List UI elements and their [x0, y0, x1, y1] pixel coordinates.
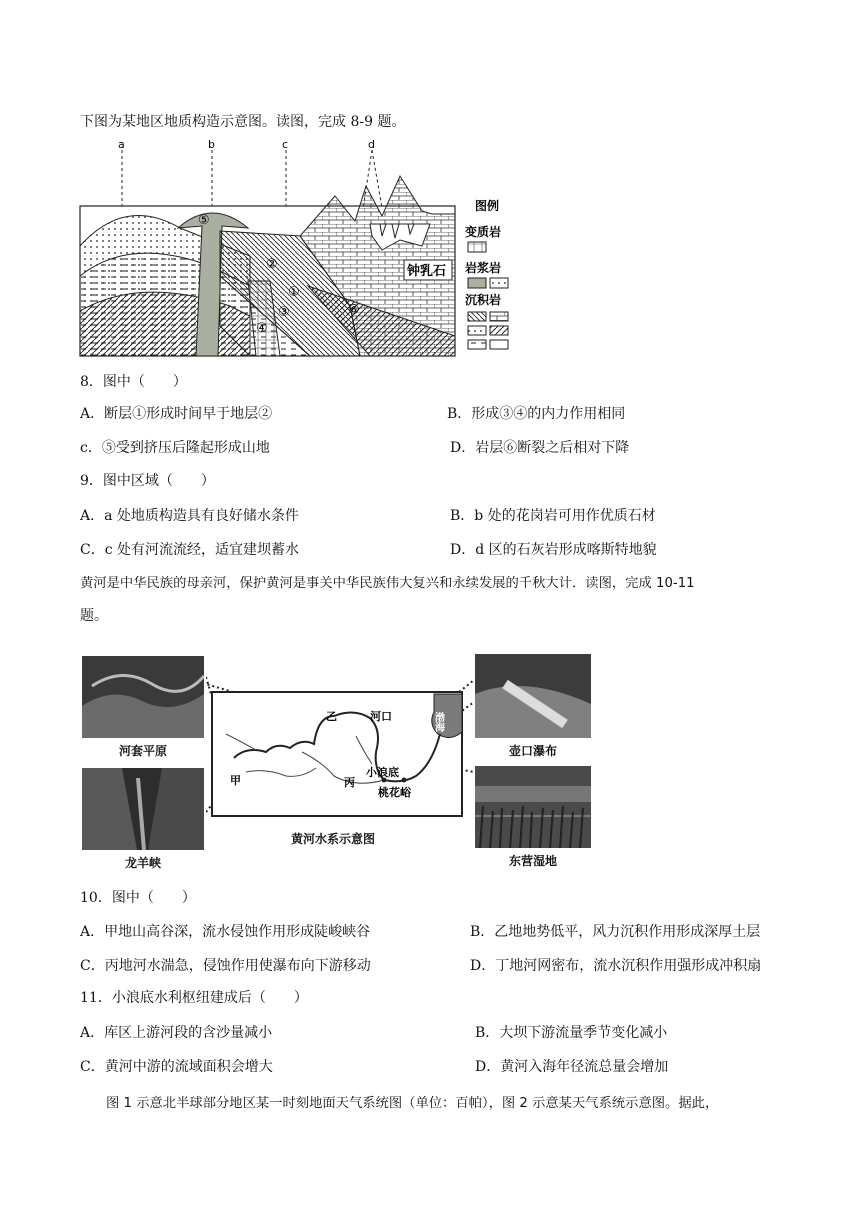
- q9-option-a[interactable]: A．a 处地质构造具有良好储水条件: [80, 508, 299, 524]
- q8-stem: 8．图中（ ）: [80, 374, 187, 390]
- photo-hukou-waterfall: [475, 654, 591, 738]
- intro-yellow-river: 黄河是中华民族的母亲河，保护黄河是事关中华民族伟大复兴和永续发展的千秋大计．读图，完成 10-11: [80, 576, 695, 591]
- label-2: ②: [266, 257, 278, 272]
- q10-option-d[interactable]: D．丁地河网密布，流水沉积作用强形成冲积扇: [470, 958, 762, 974]
- photo-hetao-caption: 河套平原: [118, 744, 167, 758]
- legend-title: 图例: [475, 199, 500, 213]
- legend-metamorphic: 变质岩: [465, 225, 502, 239]
- legend-sedimentary: 沉积岩: [465, 293, 502, 307]
- yellow-river-figure: [80, 652, 595, 872]
- label-1: ①: [288, 285, 300, 300]
- q11-stem: 11．小浪底水利枢纽建成后（ ）: [80, 990, 308, 1006]
- q9-stem: 9．图中区域（ ）: [80, 473, 215, 489]
- label-3: ③: [278, 305, 290, 320]
- q8-option-b[interactable]: B．形成③④的内力作用相同: [447, 406, 626, 422]
- q10-option-c[interactable]: C．丙地河水湍急，侵蚀作用使瀑布向下游移动: [80, 958, 371, 974]
- label-d: d: [368, 138, 375, 151]
- photo-hukou-caption: 壶口瀑布: [508, 744, 557, 758]
- geology-cross-section-figure: [70, 136, 530, 366]
- q9-option-b[interactable]: B．b 处的花岗岩可用作优质石材: [450, 508, 656, 524]
- photo-dongying-wetland: [475, 766, 591, 848]
- legend-magmatic: 岩浆岩: [465, 261, 502, 275]
- photo-longyang-gorge: [82, 768, 204, 850]
- map-place-jia: 甲: [230, 774, 241, 787]
- map-place-hekou: 河口: [370, 710, 392, 723]
- q8-option-d[interactable]: D．岩层⑥断裂之后相对下降: [450, 440, 630, 456]
- cave-label: 钟乳石: [407, 264, 447, 279]
- q11-option-b[interactable]: B．大坝下游流量季节变化减小: [475, 1025, 668, 1041]
- q9-option-c[interactable]: C．c 处有河流流经，适宜建坝蓄水: [80, 542, 300, 558]
- q8-option-a[interactable]: A．断层①形成时间早于地层②: [80, 406, 273, 422]
- intro-yellow-river-cont: 题。: [80, 608, 108, 624]
- photo-longyang-caption: 龙羊峡: [124, 856, 161, 870]
- map-place-bohai: 渤海: [432, 712, 444, 732]
- label-c: c: [282, 138, 289, 151]
- map-place-bing: 丙: [344, 776, 355, 789]
- label-5: ⑤: [198, 213, 210, 228]
- label-a: a: [118, 138, 125, 151]
- map-place-xiaolangdi: 小浪底: [366, 766, 399, 779]
- map-place-taohuayu: 桃花峪: [378, 786, 411, 799]
- map-title: 黄河水系示意图: [290, 832, 375, 846]
- label-4: ④: [256, 321, 268, 336]
- q11-option-d[interactable]: D．黄河入海年径流总量会增加: [475, 1059, 669, 1075]
- photo-dongying-caption: 东营湿地: [508, 854, 557, 868]
- intro-geology: 下图为某地区地质构造示意图。读图，完成 8-9 题。: [80, 114, 406, 130]
- label-6: ⑥: [348, 303, 360, 318]
- q8-option-c[interactable]: c．⑤受到挤压后隆起形成山地: [80, 440, 270, 456]
- map-place-yi: 乙: [326, 710, 337, 723]
- intro-weather: 图 1 示意北半球部分地区某一时刻地面天气系统图（单位：百帕），图 2 示意某天气系统示意图。据此，: [106, 1096, 719, 1111]
- photo-hetao-plain: [82, 656, 204, 738]
- label-b: b: [208, 138, 215, 151]
- q10-stem: 10．图中（ ）: [80, 890, 196, 906]
- q10-option-b[interactable]: B．乙地地势低平，风力沉积作用形成深厚土层: [470, 924, 761, 940]
- yellow-river-map: [206, 672, 476, 832]
- q9-option-d[interactable]: D．d 区的石灰岩形成喀斯特地貌: [450, 542, 657, 558]
- q11-option-a[interactable]: A．库区上游河段的含沙量减小: [80, 1025, 273, 1041]
- q10-option-a[interactable]: A．甲地山高谷深，流水侵蚀作用形成陡峻峡谷: [80, 924, 371, 940]
- q11-option-c[interactable]: C．黄河中游的流域面积会增大: [80, 1059, 273, 1075]
